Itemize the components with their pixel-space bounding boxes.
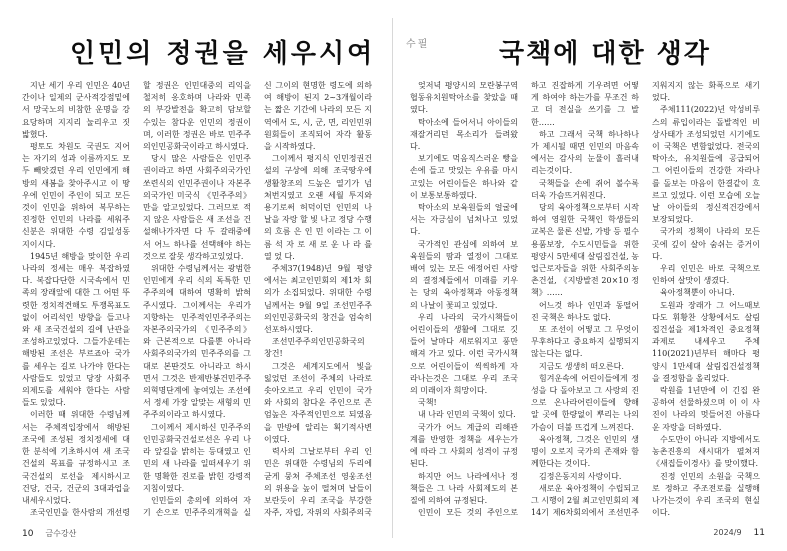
article-body — [22, 80, 379, 518]
paragraph: 탁아소에 들어서니 아이들의 재잘거리던 목소리가 들려왔다. — [410, 117, 518, 152]
issue-date: 2024/9 — [713, 528, 742, 537]
paragraph: 평토도 차원도 국권도 지어는 자기의 성과 이름까지도 모두 빼앗겼던 우리 인민에게 해방의 새봄을 찾아주시고 이 땅우에 인민이 주인이 되고 모든것이 인민을 위하여 복무하는 진정한 인민의 나라를 세워주신분은 위대한 수령 김일성동지이시다. — [22, 142, 130, 249]
paragraph: 하지만 어느 나라에서나 정책들은 그 나라 사회제도의 본질에 의하여 규정된다. — [410, 471, 518, 505]
paragraph: 당의 육아정책으로부터 시작하여 영원한 국책인 학생들의 교복은 물론 신발, 가방 등 필수용품보장, 수도시민들을 위한 평양시 5만세대 살림집건설, 농업근로자들을 위한 사회주의농촌건설, 《지방발전 20×10 정책》…… — [531, 203, 639, 298]
page-footer — [22, 528, 76, 539]
text-column-1 — [22, 80, 130, 518]
article-title: 국책에 대한 생각 — [499, 39, 711, 69]
paragraph: 조국인민을 한사람의 개선령 — [30, 508, 130, 518]
paragraph: 주체111(2022)년 악성비루스의 류입이라는 돌발적인 비상사태가 조성되었던 시기에도 이 국책은 변함없었다. 전국의 탁아소, 유치원들에 공급되어 그 어린이들의 건강한 자라나 를 돌보는 마음이 한결같이 흐르고 있었다. 이런 모습에 오늘날 아이들의 정신적건강에서 보장되었다. — [652, 105, 760, 225]
paragraph: 우리 인민은 바로 국책으로 인하여 살맛이 생겼다. — [652, 264, 760, 286]
paragraph: 국가적인 관심에 의하여 보육원들의 땀과 열정이 그대로 배여 있는 모든 애정어린 사랑의 결정체들에서 미래를 키우는 당의 육아정책과 아동정책의 나날이 꽃피고 있었다. — [410, 239, 518, 310]
paragraph: 당시 많은 사람들은 인민주권이라고 하면 사회주의국가인 쏘련식의 인민주권이나 자본주의국가인 미국식 《민주주의》만을 알고있었다. 그러므로 적지 않은 사람들은 새 조선을 건설해나가자면 다 두 갈래중에서 어느 하나를 선택해야 하는것으로 잘못 생각하고있었다. — [143, 154, 251, 261]
paragraph: 위대한 수령님께서는 광범한 인민에게 우리 식의 독특한 민주주의에 대하여 명확히 밝혀주시였다. 그이께서는 우리가 지향하는 민주적인민주주의는 자본주의국가의 《민주주의》와 근본적으로 다를뿐 아니라 사회주의국가의 민주주의를 그대로 본딴것도 아니라고 하시면서 그것은 반제반봉건민주주의혁명단계에 놓여있는 조선에서 정세 가장 알맞는 새형의 민주주의이라고 하시였다. — [143, 264, 251, 420]
paragraph: 하고 그래서 국책 하나하나가 제시될 때면 인민의 마음속에서는 감사의 눈물이 흘러내리는것이다. — [531, 129, 639, 176]
paragraph: 락원를 1년만에 이 긴집 완공하여 선물하셨으며 이 이 사진이 나라의 멋들어진 아름다운 자랑을 더하였다. — [652, 386, 760, 432]
article-body — [410, 80, 767, 518]
text-column-1 — [410, 80, 518, 518]
paragraph: 내 나라 인민의 국책이 있다. — [418, 410, 516, 420]
paragraph: 그이께서 제시하신 민주주의 인민공화국건설로선은 우리 나라 앞길을 밝히는 등대였고 인민의 새 나라를 일떠세우기 위한 명확한 진로를 밝힌 강령적 지침이였다. — [143, 422, 251, 493]
page-gutter — [392, 18, 393, 538]
page-number: 11 — [753, 528, 765, 538]
paragraph: 이러한 때 위대한 수령님께서는 주체적입장에서 해방된 조국에 조성된 정치정세에 대한 분석에 기초하시여 새 조국건설의 목표를 규정하시고 조국건설의 로선을 제시하시고 건당, 건국, 건군의 3대과업을 내세우시었다. — [22, 410, 130, 505]
paragraph: 수도만이 아니라 지방에서도 농촌진흥의 새시대가 펼쳐져 《새집들이경사》를 맞이했다. — [652, 434, 760, 469]
paragraph: 힘겨운속에 어린이들에게 정성을 다 돌아보고 그 사랑의 진으로 온나라어린이들에 향해 알 곳에 한량없이 뿌리는 나의 가슴이 더불 뜨겁게 느껴진다. — [531, 373, 639, 432]
paragraph: 또 조선이 어떻고 그 무엇이 무후하다고 중요하지 실행되지 않는다는 없다. — [531, 325, 639, 359]
paragraph: 지워지지 않는 화폭으로 새기었다. — [652, 81, 760, 103]
paragraph: 하고 진잡하게 기우려면 어떻게 하여야 하는가를 무조건 하고 더 전실을 쓰기를 그 발한…… — [531, 81, 639, 127]
magazine-name: 금수강산 — [45, 529, 77, 538]
article-title: 인민의 정권을 세우시여 — [70, 39, 376, 69]
paragraph: 국가가 어느 계급의 리해관계를 반영한 정책을 세우는가에 따라 그 사회의 성격이 규정된다. — [410, 422, 518, 469]
paragraph: 국책! — [418, 398, 437, 408]
paragraph: 국책들을 손에 쥐어 볼수록 더욱 가슴뜨거워진다. — [531, 178, 639, 200]
paragraph: 지난 세기 우리 인민은 40년간이나 일제의 군사적강점밑에서 망국노의 비참한 운명을 강요당하며 지지리 눌리우고 짓밟혔다. — [22, 81, 130, 139]
paragraph: 어느것 하나 인민과 동떨어진 국책은 하나도 없다. — [531, 300, 639, 322]
paragraph: 그것은 세계지도에서 빛을 잃었던 조선이 주체의 나라로 솟아오르고 우리 인민이 국가와 사회의 참다운 주인으로 존엄높은 자주적인민으로 되였음을 만방에 알리는 획기적사변이였다. — [264, 361, 372, 444]
text-column-2 — [143, 80, 251, 518]
paragraph: 력사의 그날로부터 우리 인민은 위대한 수령님의 두리에 굳게 뭉쳐 주체조선 영웅조선의 위용을 높이 떨쳐며 날들이 보란듯이 우리 조국을 부강한 자주, 자립, 자위의 사회주의국 — [264, 447, 372, 518]
text-column-3 — [652, 80, 760, 518]
left-page — [0, 0, 393, 551]
paragraph: 새로운 육아정책이 수립되고 그 시행이 2월 최고인민회의 제14기 제6차회의에서 조선민주 — [531, 483, 639, 518]
paragraph: 우리 나라의 국가시책들이 어린이들의 생활에 그대로 깃들어 날마다 새로워지고 풍만해져 가고 있다. 이런 국가시책으로 어린이들이 씩씩하게 자라나는것은 그대로 우리 조국의 미래이자 희망이다. — [410, 312, 518, 396]
paragraph: 보기에도 먹음직스러운 빵을 손에 들고 맛있는 우유를 마시고있는 어린이들은 하나와 같이 보통보통하였다. — [410, 154, 518, 200]
paragraph: 진정 인민의 소원을 국책으로 정하고 주조전로를 실행해나가는것이 우리 조국의 현실이다. — [652, 471, 760, 518]
right-page — [394, 0, 787, 551]
text-column-3 — [264, 80, 372, 518]
paragraph: 도원과 장래가 그 어느때보다도 휘황찬 상황에서도 살림집건설을 제1차적인 중요정책과제로 내세우고 주체110(2021)년부터 해마다 평양시 1만세대 살림집건설정책을 결정함을 올리었다. — [652, 300, 760, 383]
paragraph: 그이께서 평지식 인민정권건설의 구상에 의해 조국땅우에 생활창조의 드높은 열기가 넘쳐번지였고 오랜 세월 투지와 용기로써 허덕이던 인민의 나날을 자랑 할 빛 나고 정당 수행의 흐름 은 인 민 이라는 그 이 름 석 자 로 새 로 운 나 라 를 열 었 다. — [264, 154, 372, 261]
page-number: 10 — [22, 529, 34, 539]
section-tag: 수필 — [406, 39, 430, 50]
paragraph: 인민이 모든 것의 주인으로 — [418, 508, 518, 518]
paragraph: 주체37(1948)년 9월 평양에서는 최고인민회의 제1차 회의가 소집되었다. 위대한 수령님께서는 9월 9일 조선민주주의인민공화국의 창건을 엄숙히 선포하시였다. — [264, 264, 372, 335]
paragraph: 인민들의 총의에 의하여 자기 손으로 민주주의개혁을 실 — [143, 495, 251, 518]
paragraph: 할 정권은 인민대중의 리익을 철저히 옹호하며 나라와 민족의 부강발전을 확고히 담보할수있는 참다운 인민의 정권이며, 이러한 정권은 바로 민주주의인민공화국이라고 하시였다. — [143, 81, 251, 152]
paragraph: 엊저녁 평양시의 모란봉구역 협동유치원탁아소를 찾았을 때였다. — [410, 81, 518, 115]
paragraph: 신 그이의 현명한 령도에 의하여 해방이 된지 2~3개월이라는 짧은 기간에 나라의 모든 지역에서 도, 시, 군, 면, 리인민위원회들이 조직되어 자각 활동을 시작하였다. — [264, 81, 372, 152]
paragraph: 1945년 해방을 맞이한 우리 나라의 정세는 매우 복잡하였다. 복잡다단한 시국속에서 민족의 장래앞에 대한 그 어떤 뚜렷한 정치적견해도 투쟁목표도 없이 어리석인 방향을 들고나와 새 조국건설의 길에 난관을 조성하고있었다. 그들가운데는 해방된 조선은 부르죠아 국가를 세우는 길로 나가야 한다는 사람들도 있었고 당장 사회주의제도를 세워야 한다는 사람들도 있었다. — [22, 251, 130, 408]
paragraph: 육아정책뿐이 아니다. — [660, 288, 735, 298]
paragraph: 탁아소의 보육원들의 얼굴에서는 자긍심이 넘쳐나고 있었다. — [410, 203, 518, 237]
paragraph: 조선민주주의인민공화국의 창건! — [264, 337, 365, 359]
paragraph: 지금도 생생히 떠오른다. — [539, 361, 624, 371]
paragraph: 육아정책, 그것은 인민의 생명이 오로지 국가의 존재와 함께한다는 것이다. — [531, 434, 639, 469]
paragraph: 국가의 정책이 나라의 모든 곳에 깊이 살아 숨쉬는 증거이다. — [652, 227, 760, 261]
paragraph: 김정은동지의 사랑이다. — [539, 471, 622, 481]
page-footer — [713, 528, 765, 538]
text-column-2 — [531, 80, 639, 518]
